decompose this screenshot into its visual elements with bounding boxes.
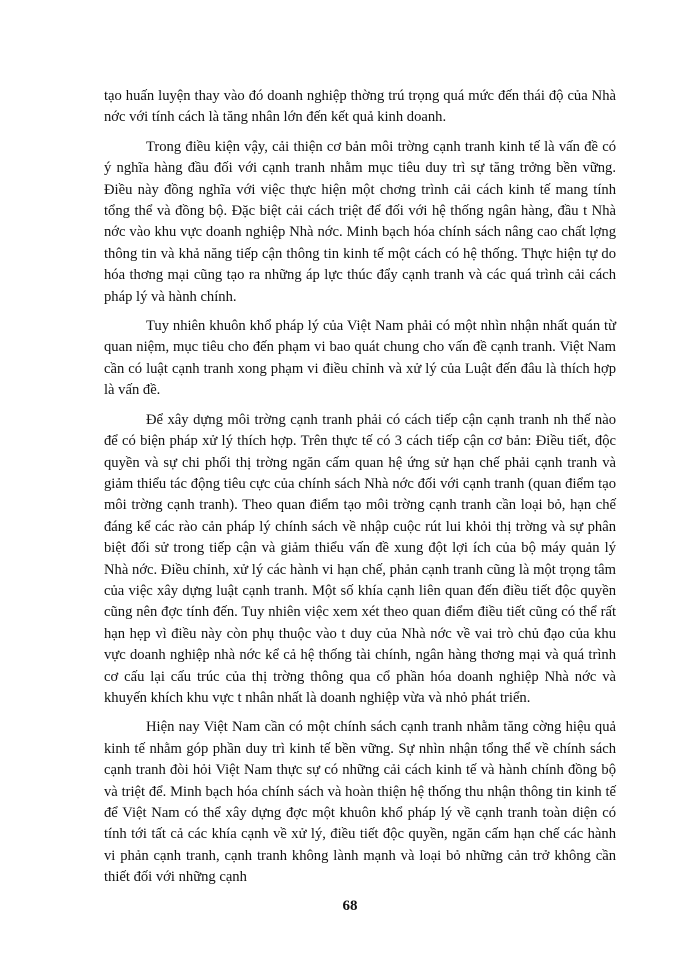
- paragraph-1: tạo huấn luyện thay vào đó doanh nghiệp thờng trú trọng quá mức đến thái độ của Nhà nớc với tính cách là tăng nhân lớn đến kết quả kinh doanh.: [104, 88, 616, 126]
- paragraph-5: Hiện nay Việt Nam cần có một chính sách cạnh tranh nhằm tăng cờng hiệu quả kinh tế nhằm góp phần duy trì kinh tế bền vững. Sự nhìn nhận tổng thể về chính sách cạnh tranh đòi hỏi Việt Nam thực sự có những cải cách kinh tế và hành chính đồng bộ và triệt để. Minh bạch hóa chính sách và hoàn thiện hệ thống thu nhận thông tin kinh tế để Việt Nam có thể xây dựng đợc một khuôn khổ pháp lý về cạnh tranh toàn diện có tính tới tất cả các khía cạnh về xử lý, điều tiết độc quyền, ngăn cấm hạn chế các hành vi phản cạnh tranh, cạnh tranh không lành mạnh và loại bỏ những cản trở không cần thiết đối với những cạnh: [104, 719, 616, 886]
- document-body: [104, 86, 616, 897]
- paragraph-3: Tuy nhiên khuôn khổ pháp lý của Việt Nam phải có một nhìn nhận nhất quán từ quan niệm, mục tiêu cho đến phạm vi bao quát chung cho vấn đề cạnh tranh. Việt Nam cần có luật cạnh tranh xong phạm vi điều chỉnh và xử lý của Luật đến đâu là thích hợp là vấn đề.: [104, 318, 616, 399]
- paragraph-4: Để xây dựng môi trờng cạnh tranh phải có cách tiếp cận cạnh tranh nh thế nào để có biện pháp xử lý thích hợp. Trên thực tế có 3 cách tiếp cận cơ bản: Điều tiết, độc quyền và sự chi phối thị trờng ngăn cấm quan hệ ứng sử hạn chế phải cạnh tranh và giảm thiểu tác động tiêu cực của chính sách Nhà nớc đối với cạnh tranh (quan điểm tạo môi trờng cạnh tranh). Theo quan điểm tạo môi trờng cạnh tranh cần loại bỏ, hạn chế đáng kể các rào cản pháp lý chính sách về nhập cuộc rút lui khỏi thị trờng và sự phân biệt đối sử trong tiếp cận và giảm thiểu vấn đề xung đột lợi ích của bộ máy quản lý Nhà nớc. Điều chỉnh, xử lý các hành vi hạn chế, phản cạnh tranh cũng là một trọng tâm của việc xây dựng luật cạnh tranh. Một số khía cạnh liên quan đến điều tiết độc quyền cũng nên đợc tính đến. Tuy nhiên việc xem xét theo quan điểm điều tiết cũng có thể rất hạn hẹp vì điều này còn phụ thuộc vào t duy của Nhà nớc về vai trò chủ đạo của khu vực doanh nghiệp nhà nớc kể cả hệ thống tài chính, ngân hàng thơng mại và quá trình cơ cấu lại cấu trúc của thị trờng thông qua cổ phần hóa doanh nghiệp Nhà nớc và khuyến khích khu vực t nhân nhất là doanh nghiệp vừa và nhỏ phát triển.: [104, 411, 616, 706]
- page-number: 68: [342, 898, 358, 914]
- paragraph-2: Trong điều kiện vậy, cải thiện cơ bản môi trờng cạnh tranh kinh tế là vấn đề có ý nghĩa hàng đầu đối với cạnh tranh nhằm mục tiêu duy trì sự tăng trởng bền vững. Điều này đồng nghĩa với việc thực hiện một chơng trình cải cách kinh tế mang tính tổng thể và đồng bộ. Đặc biệt cải cách triệt để đối với hệ thống ngân hàng, đầu t Nhà nớc vào khu vực doanh nghiệp Nhà nớc. Minh bạch hóa chính sách nâng cao chất lợng thông tin và khả năng tiếp cận thông tin kinh tế một cách có hệ thống. Thực hiện tự do hóa thơng mại cũng tạo ra những áp lực thúc đẩy cạnh tranh và các quá trình cải cách pháp lý và hành chính.: [104, 138, 616, 305]
